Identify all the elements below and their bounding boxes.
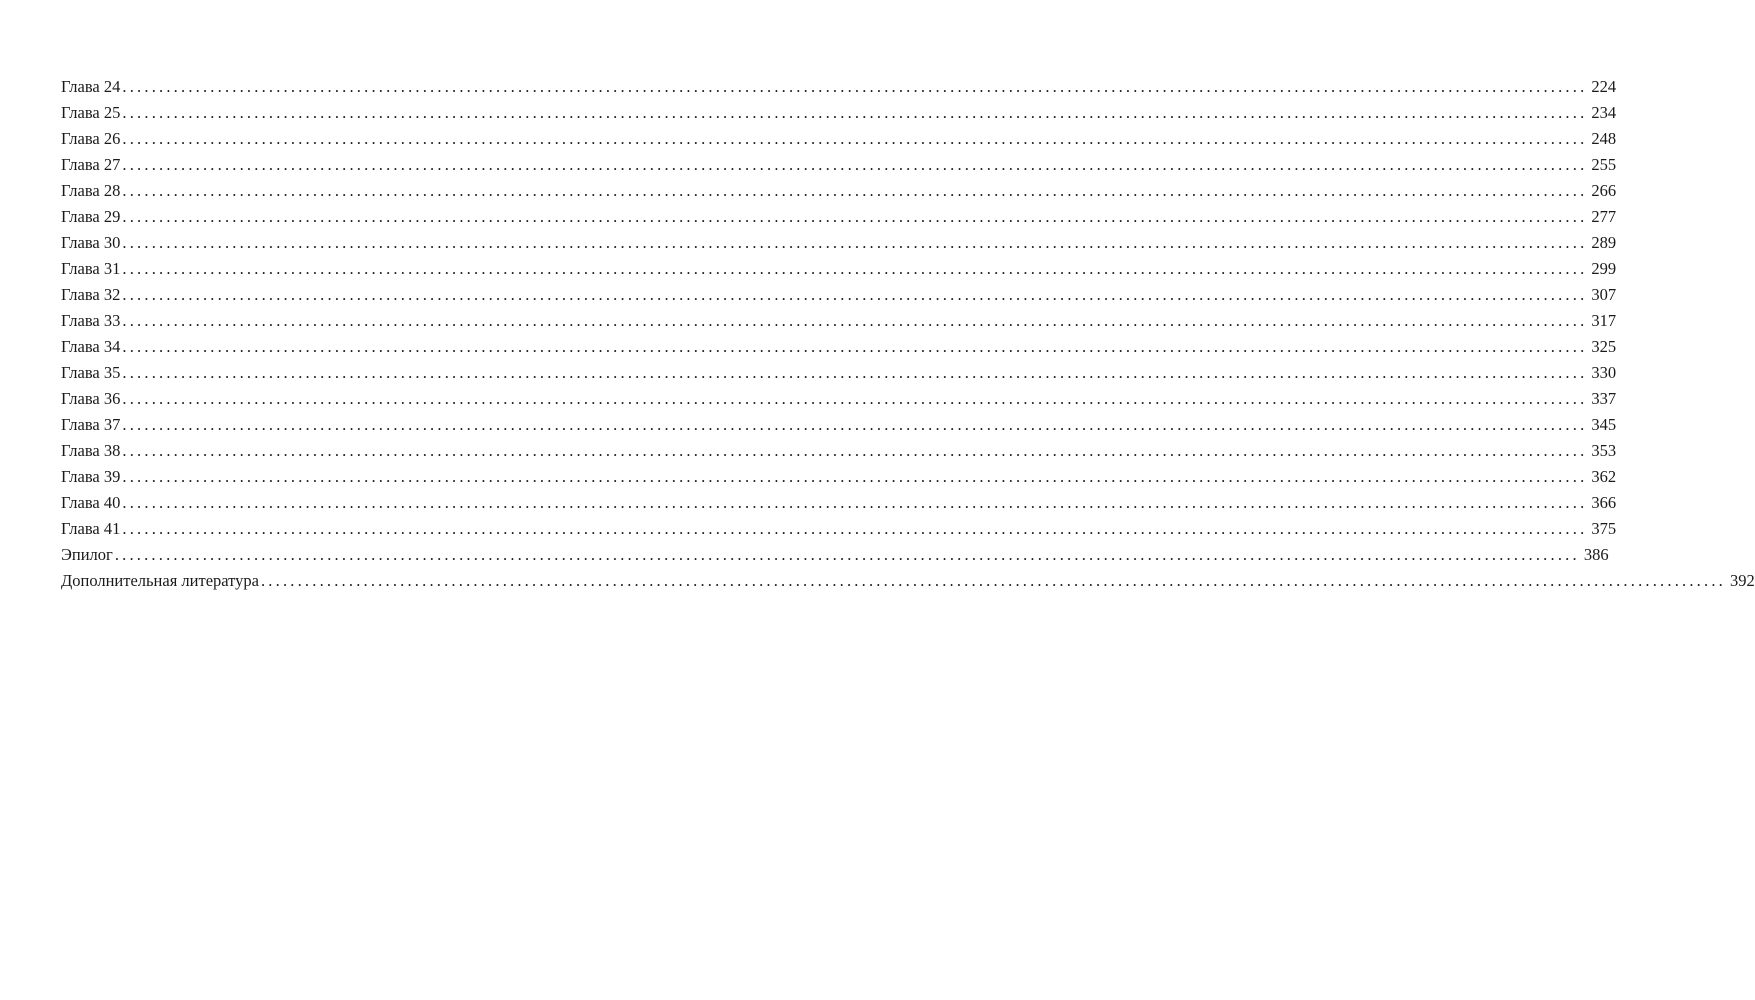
toc-entry xyxy=(61,492,1617,518)
toc-dot-leader: ........................................................................................................................................................................................................ xyxy=(122,129,1588,148)
toc-entry xyxy=(61,258,1617,284)
toc-entry xyxy=(61,310,1617,336)
toc-dot-leader: ........................................................................................................................................................................................................ xyxy=(122,519,1588,538)
toc-entry xyxy=(61,414,1617,440)
toc-entry-title: Глава 32 xyxy=(61,285,121,304)
toc-entry-page-number: 277 xyxy=(1591,207,1617,226)
toc-entry xyxy=(61,570,1755,596)
toc-entry-title: Глава 37 xyxy=(61,415,121,434)
toc-entry xyxy=(61,336,1617,362)
toc-dot-leader: ........................................................................................................................................................................................................ xyxy=(122,181,1588,200)
toc-dot-leader: ........................................................................................................................................................................................................ xyxy=(122,311,1588,330)
toc-entry-title: Глава 36 xyxy=(61,389,121,408)
toc-entry-page-number: 299 xyxy=(1591,259,1617,278)
toc-entry-page-number: 330 xyxy=(1591,363,1617,382)
toc-entry xyxy=(61,154,1617,180)
toc-entry-page-number: 234 xyxy=(1591,103,1617,122)
toc-entry-title: Глава 35 xyxy=(61,363,121,382)
toc-entry xyxy=(61,232,1617,258)
toc-entry xyxy=(61,388,1617,414)
toc-entry-page-number: 366 xyxy=(1591,493,1617,512)
toc-entry-title: Эпилог xyxy=(61,545,113,564)
toc-entry-title: Глава 30 xyxy=(61,233,121,252)
toc-entry xyxy=(61,128,1617,154)
toc-entry-page-number: 317 xyxy=(1591,311,1617,330)
toc-entry xyxy=(61,180,1617,206)
toc-entry-title: Глава 41 xyxy=(61,519,121,538)
toc-entry-title: Глава 34 xyxy=(61,337,121,356)
toc-dot-leader: ........................................................................................................................................................................................................ xyxy=(122,259,1588,278)
table-of-contents xyxy=(61,76,1755,596)
toc-entry-title: Дополнительная литература xyxy=(61,571,259,590)
toc-entry-title: Глава 39 xyxy=(61,467,121,486)
toc-entry xyxy=(61,440,1617,466)
toc-dot-leader: ........................................................................................................................................................................................................ xyxy=(122,285,1588,304)
toc-entry-page-number: 255 xyxy=(1591,155,1617,174)
toc-dot-leader: ........................................................................................................................................................................................................ xyxy=(122,415,1588,434)
toc-entry-page-number: 337 xyxy=(1591,389,1617,408)
toc-dot-leader: ........................................................................................................................................................................................................ xyxy=(122,155,1588,174)
toc-entry xyxy=(61,284,1617,310)
toc-entry-page-number: 375 xyxy=(1591,519,1617,538)
toc-entry-title: Глава 26 xyxy=(61,129,121,148)
toc-entry-page-number: 325 xyxy=(1591,337,1617,356)
toc-entry-page-number: 353 xyxy=(1591,441,1617,460)
toc-entry-title: Глава 24 xyxy=(61,77,121,96)
toc-entry-title: Глава 27 xyxy=(61,155,121,174)
toc-entry xyxy=(61,362,1617,388)
toc-dot-leader: ........................................................................................................................................................................................................ xyxy=(122,493,1588,512)
toc-entry-page-number: 248 xyxy=(1591,129,1617,148)
toc-entry xyxy=(61,206,1617,232)
toc-entry-page-number: 345 xyxy=(1591,415,1617,434)
toc-entry xyxy=(61,544,1609,570)
toc-entry-page-number: 224 xyxy=(1591,77,1617,96)
toc-entry xyxy=(61,466,1617,492)
toc-entry-title: Глава 31 xyxy=(61,259,121,278)
toc-entry-title: Глава 29 xyxy=(61,207,121,226)
toc-dot-leader: ........................................................................................................................................................................................................ xyxy=(122,337,1588,356)
toc-dot-leader: ........................................................................................................................................................................................................ xyxy=(122,363,1588,382)
toc-entry xyxy=(61,518,1617,544)
toc-entry-title: Глава 25 xyxy=(61,103,121,122)
toc-dot-leader: ........................................................................................................................................................................................................ xyxy=(114,545,1580,564)
toc-dot-leader: ........................................................................................................................................................................................................ xyxy=(122,441,1588,460)
toc-dot-leader: ........................................................................................................................................................................................................ xyxy=(122,77,1588,96)
toc-dot-leader: ........................................................................................................................................................................................................ xyxy=(122,467,1588,486)
toc-entry-title: Глава 38 xyxy=(61,441,121,460)
toc-dot-leader: ........................................................................................................................................................................................................ xyxy=(122,389,1588,408)
toc-dot-leader: ........................................................................................................................................................................................................ xyxy=(122,233,1588,252)
toc-entry-page-number: 307 xyxy=(1591,285,1617,304)
toc-entry-title: Глава 40 xyxy=(61,493,121,512)
toc-entry-title: Глава 28 xyxy=(61,181,121,200)
toc-entry-page-number: 362 xyxy=(1591,467,1617,486)
toc-entry xyxy=(61,76,1617,102)
toc-entry-page-number: 392 xyxy=(1729,571,1755,590)
toc-dot-leader: ........................................................................................................................................................................................................ xyxy=(260,571,1726,590)
toc-dot-leader: ........................................................................................................................................................................................................ xyxy=(122,103,1588,122)
toc-entry-page-number: 386 xyxy=(1583,545,1609,564)
toc-entry-page-number: 266 xyxy=(1591,181,1617,200)
toc-dot-leader: ........................................................................................................................................................................................................ xyxy=(122,207,1588,226)
toc-entry xyxy=(61,102,1617,128)
toc-entry-title: Глава 33 xyxy=(61,311,121,330)
toc-entry-page-number: 289 xyxy=(1591,233,1617,252)
